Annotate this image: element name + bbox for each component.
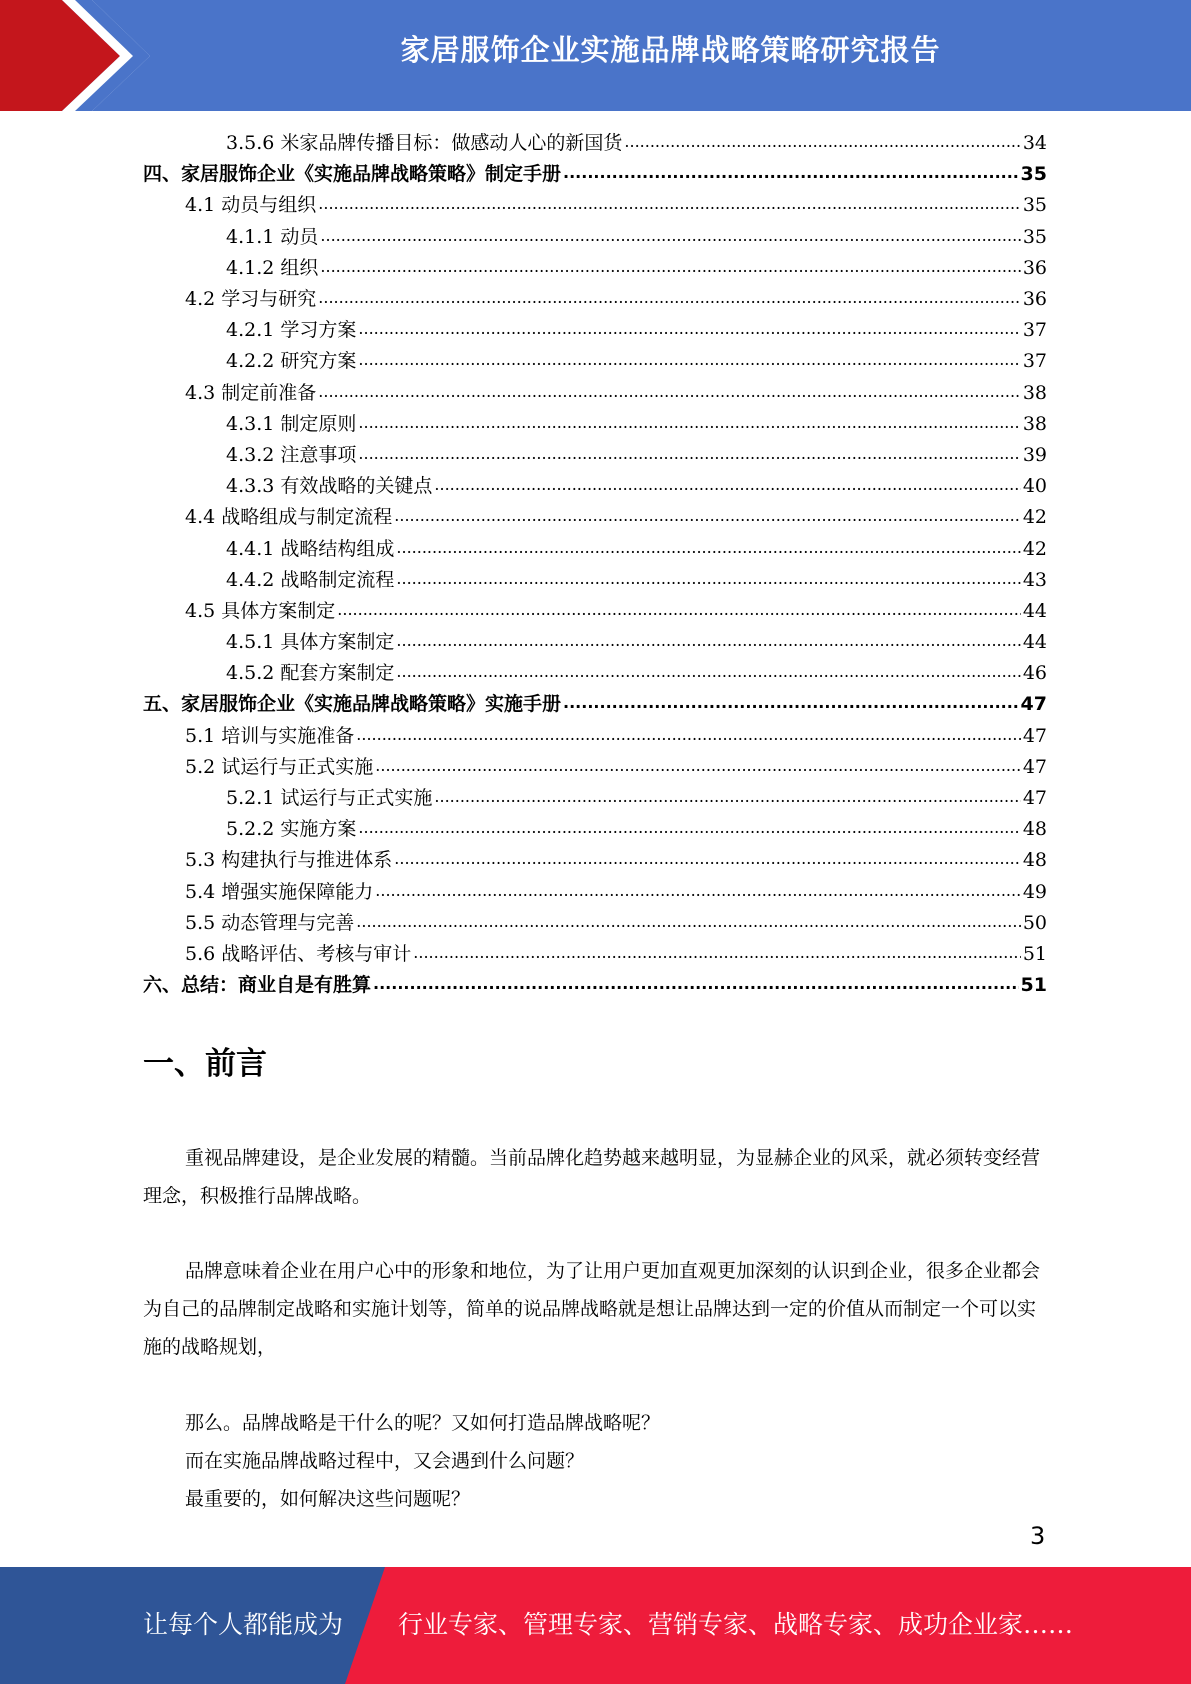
toc-leader-dots — [358, 315, 1020, 346]
toc-entry-page: 47 — [1022, 724, 1047, 747]
toc-leader-dots — [358, 409, 1020, 440]
toc-entry-page: 35 — [1020, 163, 1047, 186]
toc-entry[interactable] — [143, 565, 1047, 596]
toc-leader-dots — [563, 689, 1019, 720]
toc-leader-dots — [320, 253, 1020, 284]
page-header — [0, 0, 1191, 111]
toc-entry[interactable] — [143, 502, 1047, 533]
toc-leader-dots — [375, 877, 1021, 908]
toc-leader-dots — [373, 970, 1019, 1001]
toc-entry-page: 43 — [1022, 568, 1047, 591]
toc-entry-page: 49 — [1022, 880, 1047, 903]
toc-entry-page: 39 — [1022, 443, 1047, 466]
toc-leader-dots — [337, 596, 1021, 627]
toc-entry-label: 4.5.1 具体方案制定 — [226, 631, 395, 654]
toc-leader-dots — [434, 471, 1020, 502]
footer-slogan-right: 行业专家、管理专家、营销专家、战略专家、成功企业家…… — [398, 1610, 1074, 1639]
toc-entry[interactable] — [143, 845, 1047, 876]
toc-entry[interactable] — [143, 814, 1047, 845]
toc-leader-dots — [396, 658, 1020, 689]
toc-entry[interactable] — [143, 658, 1047, 689]
toc-entry-label: 5.2 试运行与正式实施 — [185, 755, 374, 778]
toc-entry-label: 3.5.6 米家品牌传播目标：做感动人心的新国货 — [226, 132, 623, 155]
toc-entry[interactable] — [143, 159, 1047, 190]
toc-entry[interactable] — [143, 315, 1047, 346]
toc-entry-page: 36 — [1022, 288, 1047, 311]
toc-leader-dots — [318, 284, 1021, 315]
toc-entry-label: 4.4 战略组成与制定流程 — [185, 506, 393, 529]
toc-entry-page: 44 — [1022, 599, 1047, 622]
toc-entry-label: 六、总结：商业自是有胜算 — [143, 974, 372, 997]
toc-entry-label: 4.5 具体方案制定 — [185, 599, 336, 622]
toc-leader-dots — [320, 222, 1020, 253]
toc-entry-label: 4.4.1 战略结构组成 — [226, 537, 395, 560]
toc-entry-page: 48 — [1022, 818, 1047, 841]
table-of-contents — [143, 128, 1047, 1001]
toc-entry-label: 5.5 动态管理与完善 — [185, 911, 355, 934]
toc-entry[interactable] — [143, 596, 1047, 627]
toc-entry-page: 34 — [1022, 132, 1047, 155]
toc-entry[interactable] — [143, 190, 1047, 221]
toc-entry[interactable] — [143, 783, 1047, 814]
toc-entry-page: 37 — [1022, 350, 1047, 373]
toc-entry-page: 47 — [1022, 787, 1047, 810]
page-footer — [0, 1567, 1191, 1684]
toc-leader-dots — [358, 814, 1020, 845]
toc-entry[interactable] — [143, 908, 1047, 939]
toc-leader-dots — [356, 721, 1021, 752]
toc-entry-page: 44 — [1022, 631, 1047, 654]
toc-entry[interactable] — [143, 378, 1047, 409]
page-number: 3 — [1030, 1522, 1046, 1550]
toc-entry-page: 35 — [1022, 194, 1047, 217]
toc-entry-label: 5.2.1 试运行与正式实施 — [226, 787, 433, 810]
toc-entry-page: 38 — [1022, 412, 1047, 435]
toc-entry[interactable] — [143, 471, 1047, 502]
toc-leader-dots — [396, 627, 1020, 658]
toc-entry-page: 42 — [1022, 537, 1047, 560]
toc-entry-label: 4.3.1 制定原则 — [226, 412, 357, 435]
toc-entry-label: 五、家居服饰企业《实施品牌战略策略》实施手册 — [143, 693, 562, 716]
toc-leader-dots — [358, 346, 1020, 377]
toc-leader-dots — [394, 845, 1021, 876]
toc-entry-label: 5.3 构建执行与推进体系 — [185, 849, 393, 872]
toc-leader-dots — [396, 565, 1020, 596]
toc-entry-label: 5.1 培训与实施准备 — [185, 724, 355, 747]
toc-entry-page: 46 — [1022, 662, 1047, 685]
toc-entry-page: 42 — [1022, 506, 1047, 529]
toc-entry[interactable] — [143, 409, 1047, 440]
toc-entry-label: 4.3 制定前准备 — [185, 381, 317, 404]
toc-entry-page: 36 — [1022, 256, 1047, 279]
toc-leader-dots — [413, 939, 1021, 970]
toc-entry[interactable] — [143, 689, 1047, 720]
toc-entry-label: 4.4.2 战略制定流程 — [226, 568, 395, 591]
question-3: 最重要的，如何解决这些问题呢？ — [185, 1488, 471, 1510]
toc-entry[interactable] — [143, 533, 1047, 564]
toc-entry[interactable] — [143, 752, 1047, 783]
footer-slogan-left: 让每个人都能成为 — [143, 1610, 344, 1639]
toc-entry-label: 4.3.2 注意事项 — [226, 443, 357, 466]
toc-entry[interactable] — [143, 877, 1047, 908]
toc-entry-page: 51 — [1020, 974, 1047, 997]
toc-entry-label: 4.2.2 研究方案 — [226, 350, 357, 373]
toc-entry-page: 50 — [1022, 911, 1047, 934]
toc-entry-label: 4.1 动员与组织 — [185, 194, 317, 217]
toc-entry-label: 4.3.3 有效战略的关键点 — [226, 475, 433, 498]
toc-leader-dots — [318, 190, 1021, 221]
question-1: 那么。品牌战略是干什么的呢？又如何打造品牌战略呢？ — [185, 1412, 661, 1434]
toc-entry[interactable] — [143, 222, 1047, 253]
toc-entry-label: 4.2.1 学习方案 — [226, 319, 357, 342]
toc-entry-page: 47 — [1022, 755, 1047, 778]
toc-leader-dots — [358, 440, 1020, 471]
toc-leader-dots — [318, 378, 1021, 409]
toc-leader-dots — [434, 783, 1020, 814]
toc-entry-page: 37 — [1022, 319, 1047, 342]
toc-leader-dots — [394, 502, 1021, 533]
toc-entry[interactable] — [143, 939, 1047, 970]
toc-entry[interactable] — [143, 128, 1047, 159]
toc-entry-label: 四、家居服饰企业《实施品牌战略策略》制定手册 — [143, 163, 562, 186]
toc-entry[interactable] — [143, 253, 1047, 284]
toc-entry-page: 40 — [1022, 475, 1047, 498]
section-title: 一、前言 — [143, 1046, 267, 1082]
toc-entry-label: 5.2.2 实施方案 — [226, 818, 357, 841]
toc-entry[interactable] — [143, 721, 1047, 752]
toc-entry[interactable] — [143, 970, 1047, 1001]
toc-entry[interactable] — [143, 627, 1047, 658]
toc-leader-dots — [563, 159, 1019, 190]
toc-entry-label: 4.2 学习与研究 — [185, 288, 317, 311]
question-2: 而在实施品牌战略过程中，又会遇到什么问题？ — [185, 1450, 585, 1472]
header-title: 家居服饰企业实施品牌战略策略研究报告 — [400, 33, 941, 67]
paragraph-1: 重视品牌建设，是企业发展的精髓。当前品牌化趋势越来越明显，为显赫企业的风采，就必须转变经营理念，积极推行品牌战略。 — [143, 1147, 1041, 1207]
toc-entry-page: 38 — [1022, 381, 1047, 404]
toc-entry-label: 4.5.2 配套方案制定 — [226, 662, 395, 685]
toc-entry-page: 51 — [1022, 942, 1047, 965]
toc-leader-dots — [624, 128, 1020, 159]
toc-entry-page: 47 — [1020, 693, 1047, 716]
toc-entry-label: 4.1.2 组织 — [226, 256, 319, 279]
toc-entry-page: 35 — [1022, 225, 1047, 248]
toc-leader-dots — [356, 908, 1021, 939]
toc-entry[interactable] — [143, 440, 1047, 471]
toc-entry-label: 5.6 战略评估、考核与审计 — [185, 942, 412, 965]
toc-entry[interactable] — [143, 346, 1047, 377]
toc-entry-label: 5.4 增强实施保障能力 — [185, 880, 374, 903]
toc-entry-page: 48 — [1022, 849, 1047, 872]
toc-entry-label: 4.1.1 动员 — [226, 225, 319, 248]
paragraph-2: 品牌意味着企业在用户心中的形象和地位，为了让用户更加直观更加深刻的认识到企业，很多企业都会为自己的品牌制定战略和实施计划等，简单的说品牌战略就是想让品牌达到一定的价值从而制定一个可以实施的战略规划， — [143, 1260, 1041, 1358]
toc-entry[interactable] — [143, 284, 1047, 315]
toc-leader-dots — [375, 752, 1021, 783]
toc-leader-dots — [396, 534, 1020, 565]
